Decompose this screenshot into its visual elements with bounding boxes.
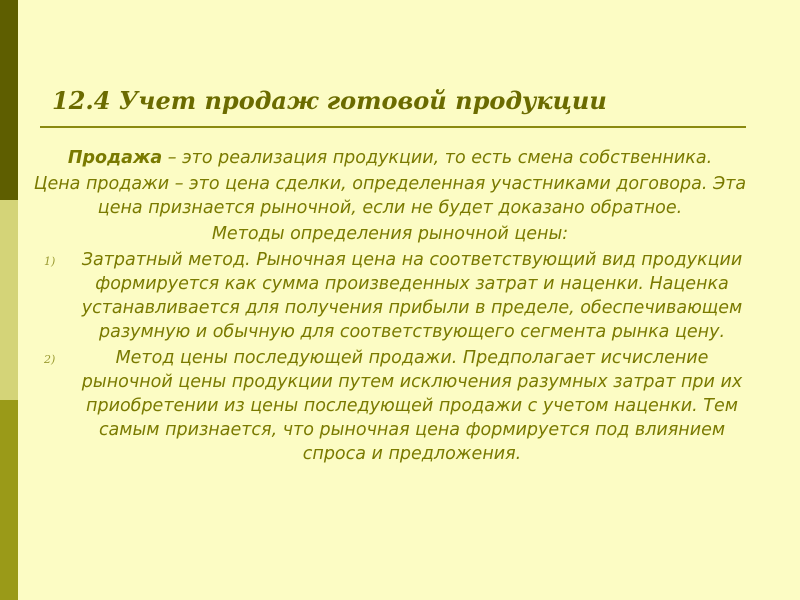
list-item (30, 248, 750, 344)
list-marker: 2) (44, 353, 56, 366)
slide-body (30, 146, 750, 468)
slide-title: 12.4 Учет продаж готовой продукции (52, 86, 607, 115)
list-item (30, 346, 750, 466)
sidebar-stripe-bottom (0, 400, 18, 600)
definition-sale-price: Цена продажи – это цена сделки, определенная участниками договора. Эта цена признается рыночной, если не будет доказано обратное. (33, 174, 747, 218)
list-item-text: Метод цены последующей продажи. Предполагает исчисление рыночной цены продукции путем исключения разумных затрат при их приобретении из цены последующей продажи с учетом наценки. Тем самым признается, что рыночная цена формируется под влиянием спроса и предложения. (81, 348, 743, 464)
sidebar-stripe-middle (0, 200, 18, 400)
methods-list (30, 248, 750, 466)
definition-sale (30, 146, 750, 170)
definition-sale-text: – это реализация продукции, то есть смена собственника. (162, 148, 713, 168)
term-sale: Продажа (67, 148, 163, 168)
list-marker: 1) (44, 255, 56, 268)
list-item-text: Затратный метод. Рыночная цена на соответствующий вид продукции формируется как сумма произведенных затрат и наценки. Наценка устанавливается для получения прибыли в пределе, обеспечивающем разумную и обычную для соответствующего сегмента рынка цену. (81, 250, 743, 342)
sidebar-stripe-top (0, 0, 18, 200)
title-underline (40, 126, 746, 128)
methods-heading: Методы определения рыночной цены: (211, 224, 569, 244)
